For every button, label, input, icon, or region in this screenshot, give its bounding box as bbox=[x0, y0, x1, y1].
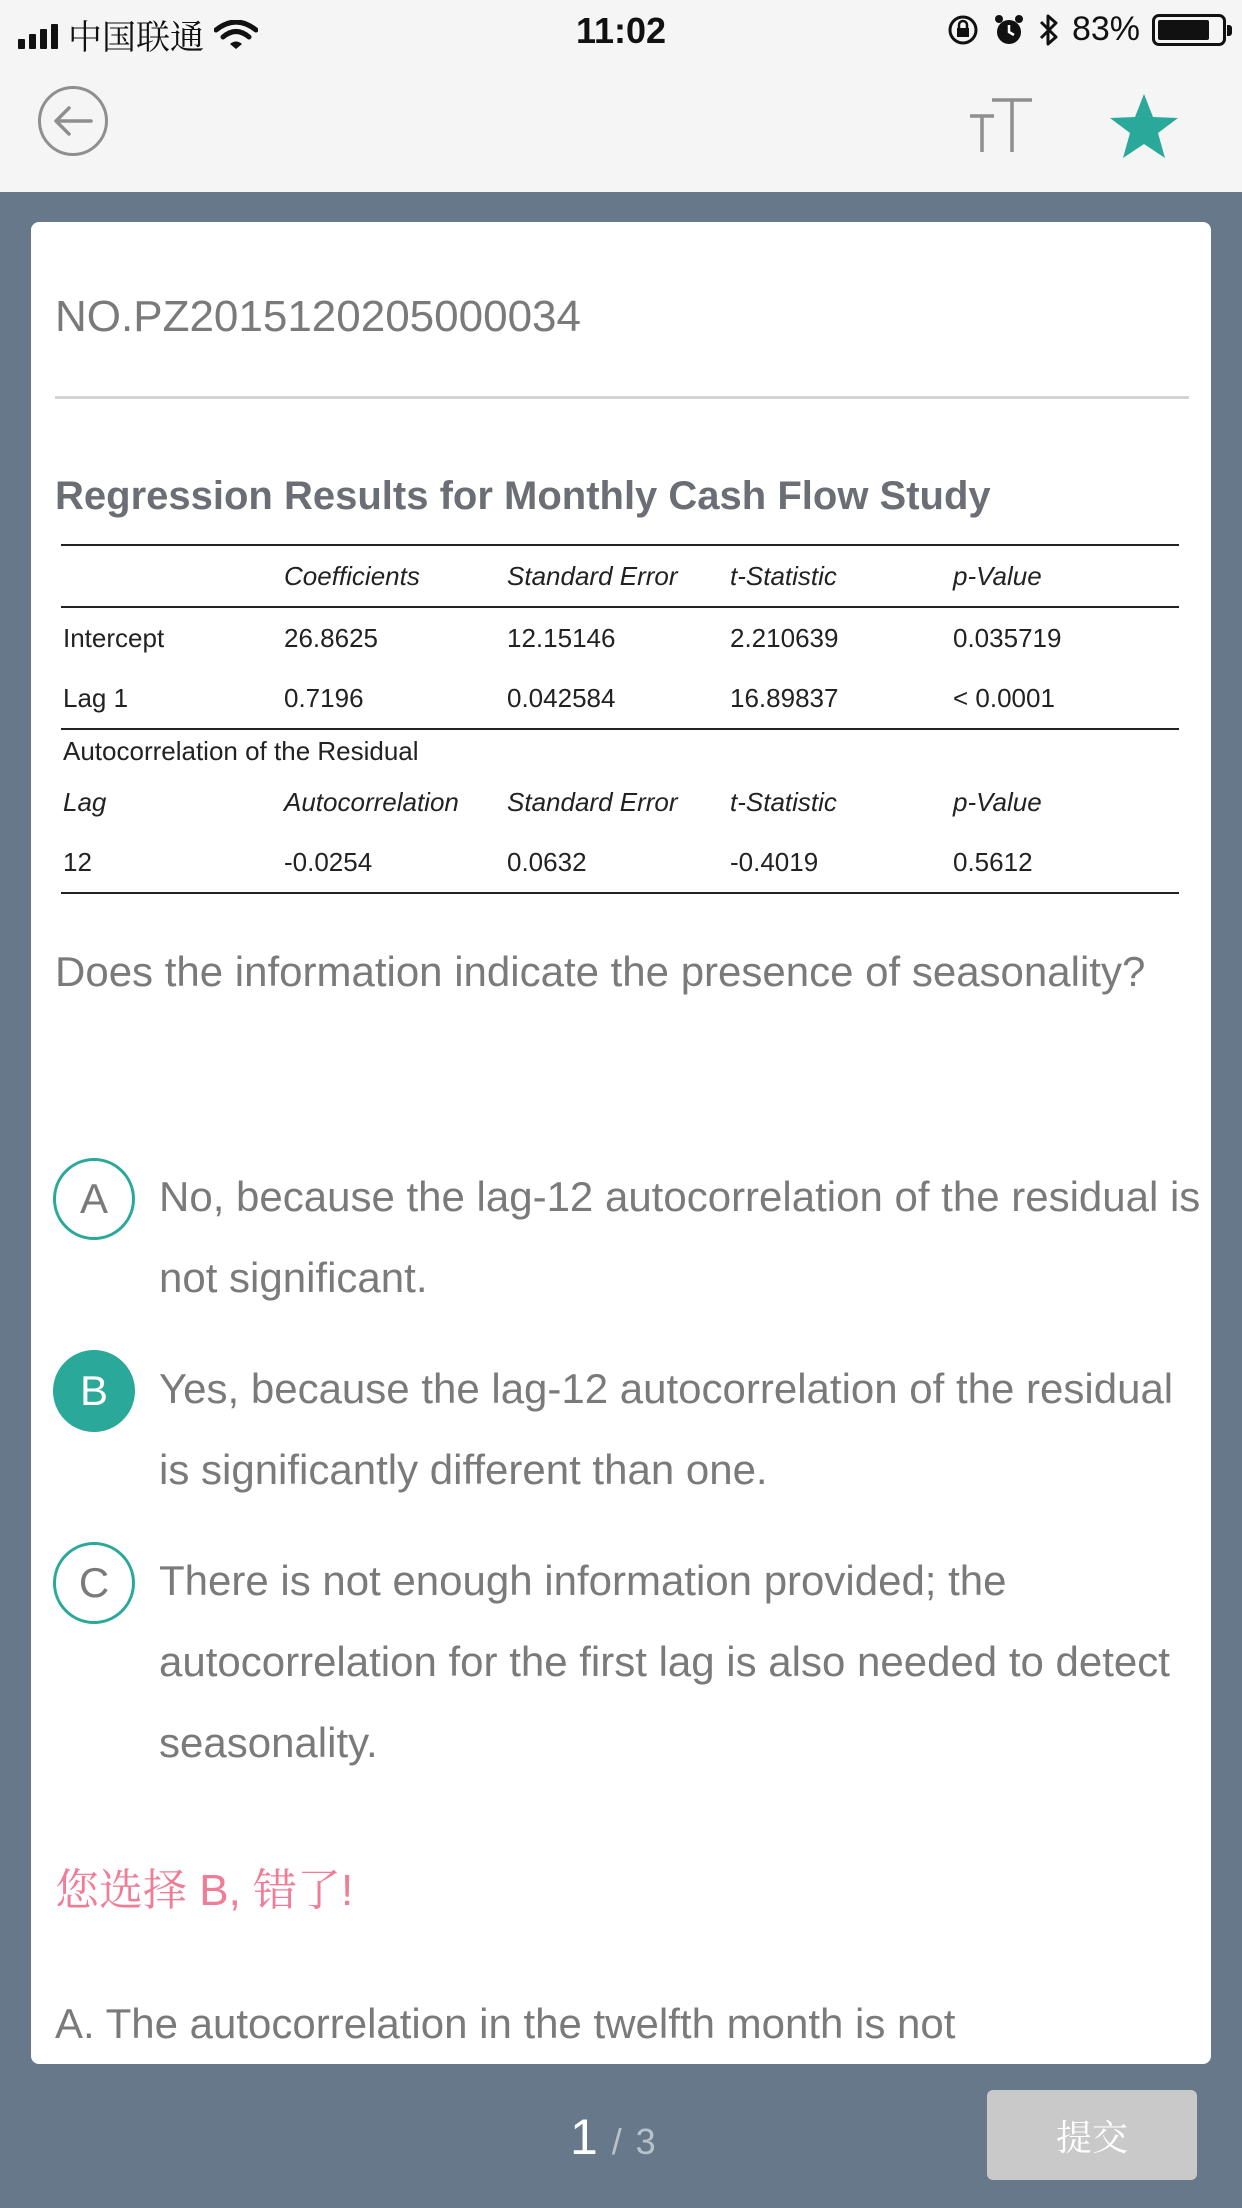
clock: 11:02 bbox=[575, 10, 667, 51]
status-right bbox=[946, 10, 1226, 49]
answer-analysis: A. The autocorrelation in the twelfth month is not bbox=[55, 2000, 956, 2047]
table-cell: 26.8625 bbox=[284, 622, 378, 653]
option-text[interactable]: No, because the lag-12 autocorrelation of the residual is not significant. bbox=[159, 1173, 1201, 1301]
table-rule bbox=[61, 892, 1179, 894]
table-header-row bbox=[61, 772, 1179, 832]
battery-icon bbox=[1152, 14, 1226, 46]
table-row bbox=[61, 832, 1179, 892]
option-letter-badge[interactable]: C bbox=[53, 1542, 135, 1624]
table-cell: -0.4019 bbox=[730, 846, 819, 877]
option-c[interactable] bbox=[53, 1541, 1211, 1783]
option-b[interactable] bbox=[53, 1349, 1211, 1510]
table-header-row bbox=[61, 546, 1179, 606]
table-header-cell: t-Statistic bbox=[730, 786, 837, 817]
nav-bar bbox=[0, 62, 1242, 192]
regression-table bbox=[61, 544, 1179, 894]
table-cell: Lag 1 bbox=[63, 682, 129, 713]
table-header-cell: Lag bbox=[63, 786, 107, 817]
bluetooth-icon bbox=[1038, 13, 1060, 47]
table-section-title: Autocorrelation of the Residual bbox=[63, 735, 419, 766]
back-button[interactable] bbox=[38, 86, 108, 156]
star-icon[interactable] bbox=[1108, 90, 1180, 162]
option-a[interactable] bbox=[53, 1157, 1211, 1318]
carrier-label: 中国联通 bbox=[68, 19, 204, 57]
table-row bbox=[61, 668, 1179, 728]
option-text[interactable]: There is not enough information provided; the autocorrelation for the first lag is also needed to detect seasonality. bbox=[159, 1557, 1170, 1766]
table-cell: Intercept bbox=[63, 622, 165, 653]
divider bbox=[55, 396, 1189, 399]
table-cell: 12.15146 bbox=[507, 622, 616, 653]
table-header-cell: t-Statistic bbox=[730, 560, 837, 591]
option-letter-badge[interactable]: B bbox=[53, 1350, 135, 1432]
total-pages: 3 bbox=[635, 2121, 656, 2162]
table-cell: < 0.0001 bbox=[953, 682, 1055, 713]
question-prompt: Does the information indicate the presence of seasonality? bbox=[55, 948, 1146, 995]
alarm-icon bbox=[992, 13, 1026, 47]
option-text[interactable]: Yes, because the lag-12 autocorrelation of the residual is significantly different than one. bbox=[159, 1365, 1174, 1493]
option-letter-badge[interactable]: A bbox=[53, 1158, 135, 1240]
table-header-cell: Standard Error bbox=[507, 786, 678, 817]
table-cell: -0.0254 bbox=[284, 846, 373, 877]
table-header-cell: p-Value bbox=[953, 560, 1042, 591]
table-header-cell: Autocorrelation bbox=[284, 786, 459, 817]
current-page: 1 bbox=[570, 2109, 598, 2165]
table-cell: 0.0632 bbox=[507, 846, 587, 877]
table-cell: 0.5612 bbox=[953, 846, 1033, 877]
submit-button[interactable]: 提交 bbox=[987, 2090, 1197, 2180]
back-arrow-icon bbox=[51, 104, 95, 138]
table-cell: 12 bbox=[63, 846, 92, 877]
battery-percent: 83% bbox=[1071, 10, 1140, 48]
table-header-cell: Standard Error bbox=[507, 560, 678, 591]
table-cell: 2.210639 bbox=[730, 622, 839, 653]
table-header-cell: Coefficients bbox=[284, 560, 420, 591]
table-header-cell: p-Value bbox=[953, 786, 1042, 817]
table-cell: 0.035719 bbox=[953, 622, 1062, 653]
table-cell: 16.89837 bbox=[730, 682, 839, 713]
status-bar bbox=[0, 0, 1242, 62]
table-cell: 0.7196 bbox=[284, 682, 364, 713]
page-indicator bbox=[570, 2108, 656, 2166]
question-card bbox=[31, 222, 1211, 2064]
table-row bbox=[61, 608, 1179, 668]
table-title: Regression Results for Monthly Cash Flow Study bbox=[55, 474, 991, 518]
answer-result: 您选择 B, 错了! bbox=[55, 1866, 354, 1915]
text-size-icon[interactable] bbox=[968, 96, 1034, 156]
table-cell: 0.042584 bbox=[507, 682, 616, 713]
question-number: NO.PZ2015120205000034 bbox=[55, 292, 581, 341]
rotation-lock-icon bbox=[946, 13, 980, 47]
page-separator: / bbox=[611, 2121, 622, 2162]
